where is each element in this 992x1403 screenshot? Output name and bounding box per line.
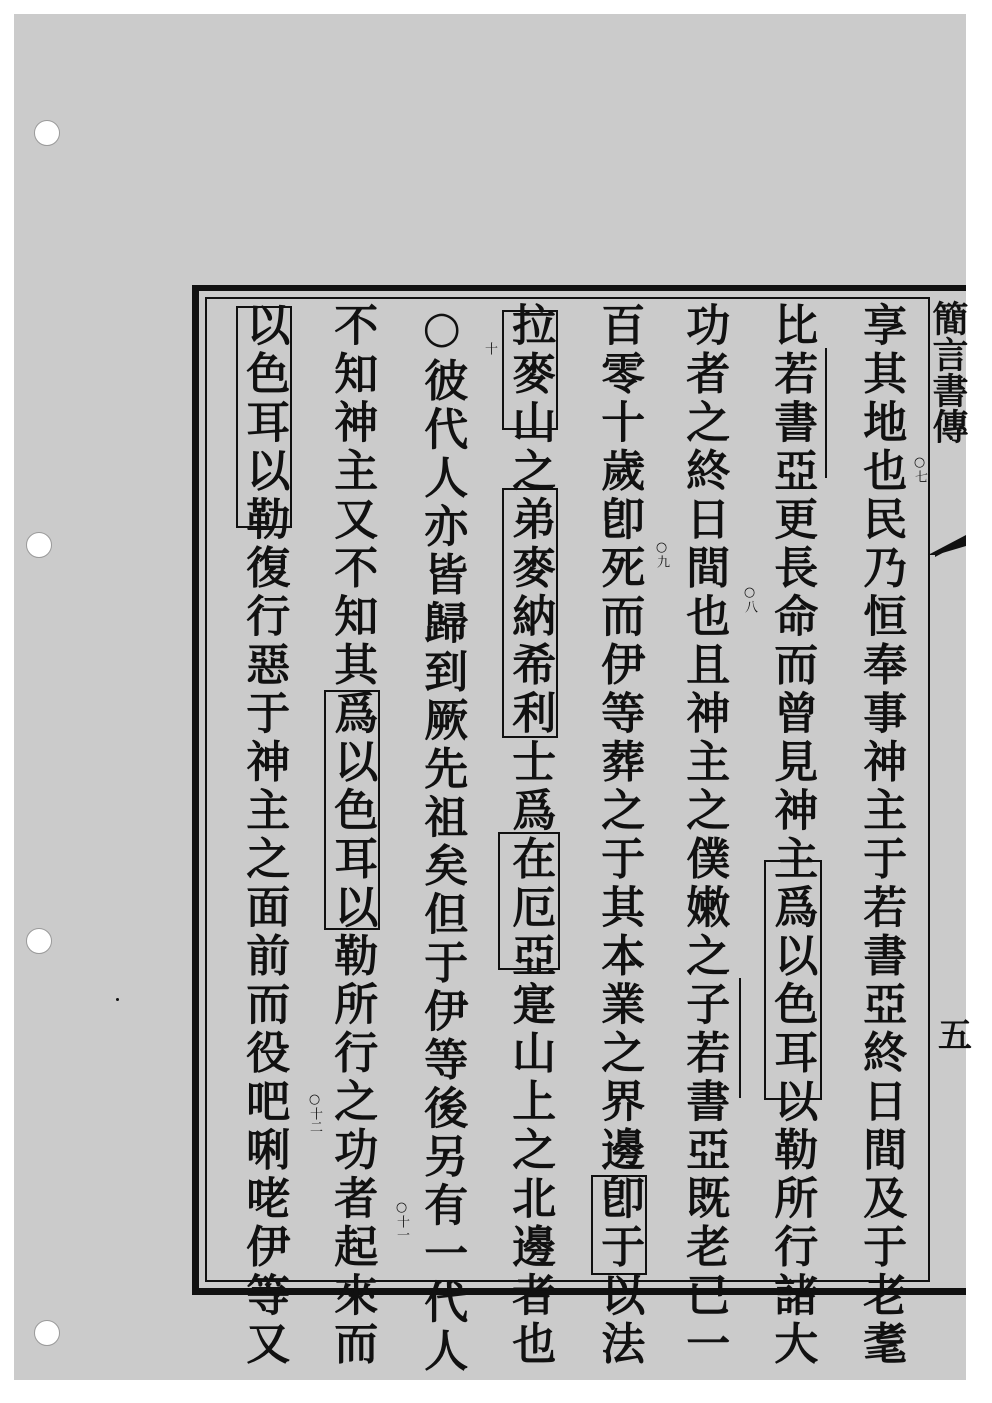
column-text: 比若書亞更長命而曾見神主爲以色耳以勒所行諸大	[766, 302, 818, 1369]
note-mark-12: ○十二	[307, 1092, 322, 1133]
note-mark-11: ○十一	[394, 1200, 409, 1241]
center-strip-divider	[928, 297, 930, 1282]
column-text: ○彼代人亦皆歸到厥先祖矣但于伊等後另有一代人	[416, 302, 468, 1376]
column-text: 功者之終日間也且神主之僕嫩之子若書亞既老已一	[678, 302, 730, 1369]
dust-speck	[116, 998, 119, 1001]
column-text: 拉麥山之弟麥納希利士爲在厄亞寔山上之北邊者也	[504, 302, 556, 1369]
note-mark-9: ○九	[654, 540, 669, 568]
name-box	[591, 1175, 647, 1275]
column-text: 百零十歲卽死而伊等葬之于其本業之界邊卽于以法	[593, 302, 645, 1369]
note-mark-7: ○七	[912, 455, 927, 483]
name-box	[236, 306, 292, 528]
column-text: 享其地也民乃恒奉事神主于若書亞終日間及于老耄	[855, 302, 907, 1369]
note-mark-8: ○八	[742, 585, 757, 613]
name-box	[764, 860, 822, 1100]
book-title-strip	[927, 300, 969, 444]
text-column-6	[416, 302, 468, 1376]
binder-hole-3	[26, 928, 52, 954]
folio-number: 五	[938, 1016, 972, 1056]
binder-hole-4	[34, 1320, 60, 1346]
text-column-3	[678, 302, 730, 1369]
text-column-1	[855, 302, 907, 1369]
name-box	[498, 832, 560, 970]
binder-hole-2	[26, 532, 52, 558]
name-box	[721, 978, 741, 1098]
book-title: 簡言書傳	[927, 300, 969, 444]
column-text: 不知神主又不知其爲以色耳以勒所行之功者起來而	[326, 302, 378, 1369]
note-mark-10: 十	[482, 342, 497, 355]
name-box	[502, 488, 558, 738]
name-box	[324, 690, 380, 930]
name-box	[502, 310, 558, 430]
name-box	[807, 348, 827, 478]
column-text: 以色耳以勒復行惡于神主之面前而役吧唎咾伊等又	[238, 302, 290, 1369]
binder-hole-1	[34, 120, 60, 146]
